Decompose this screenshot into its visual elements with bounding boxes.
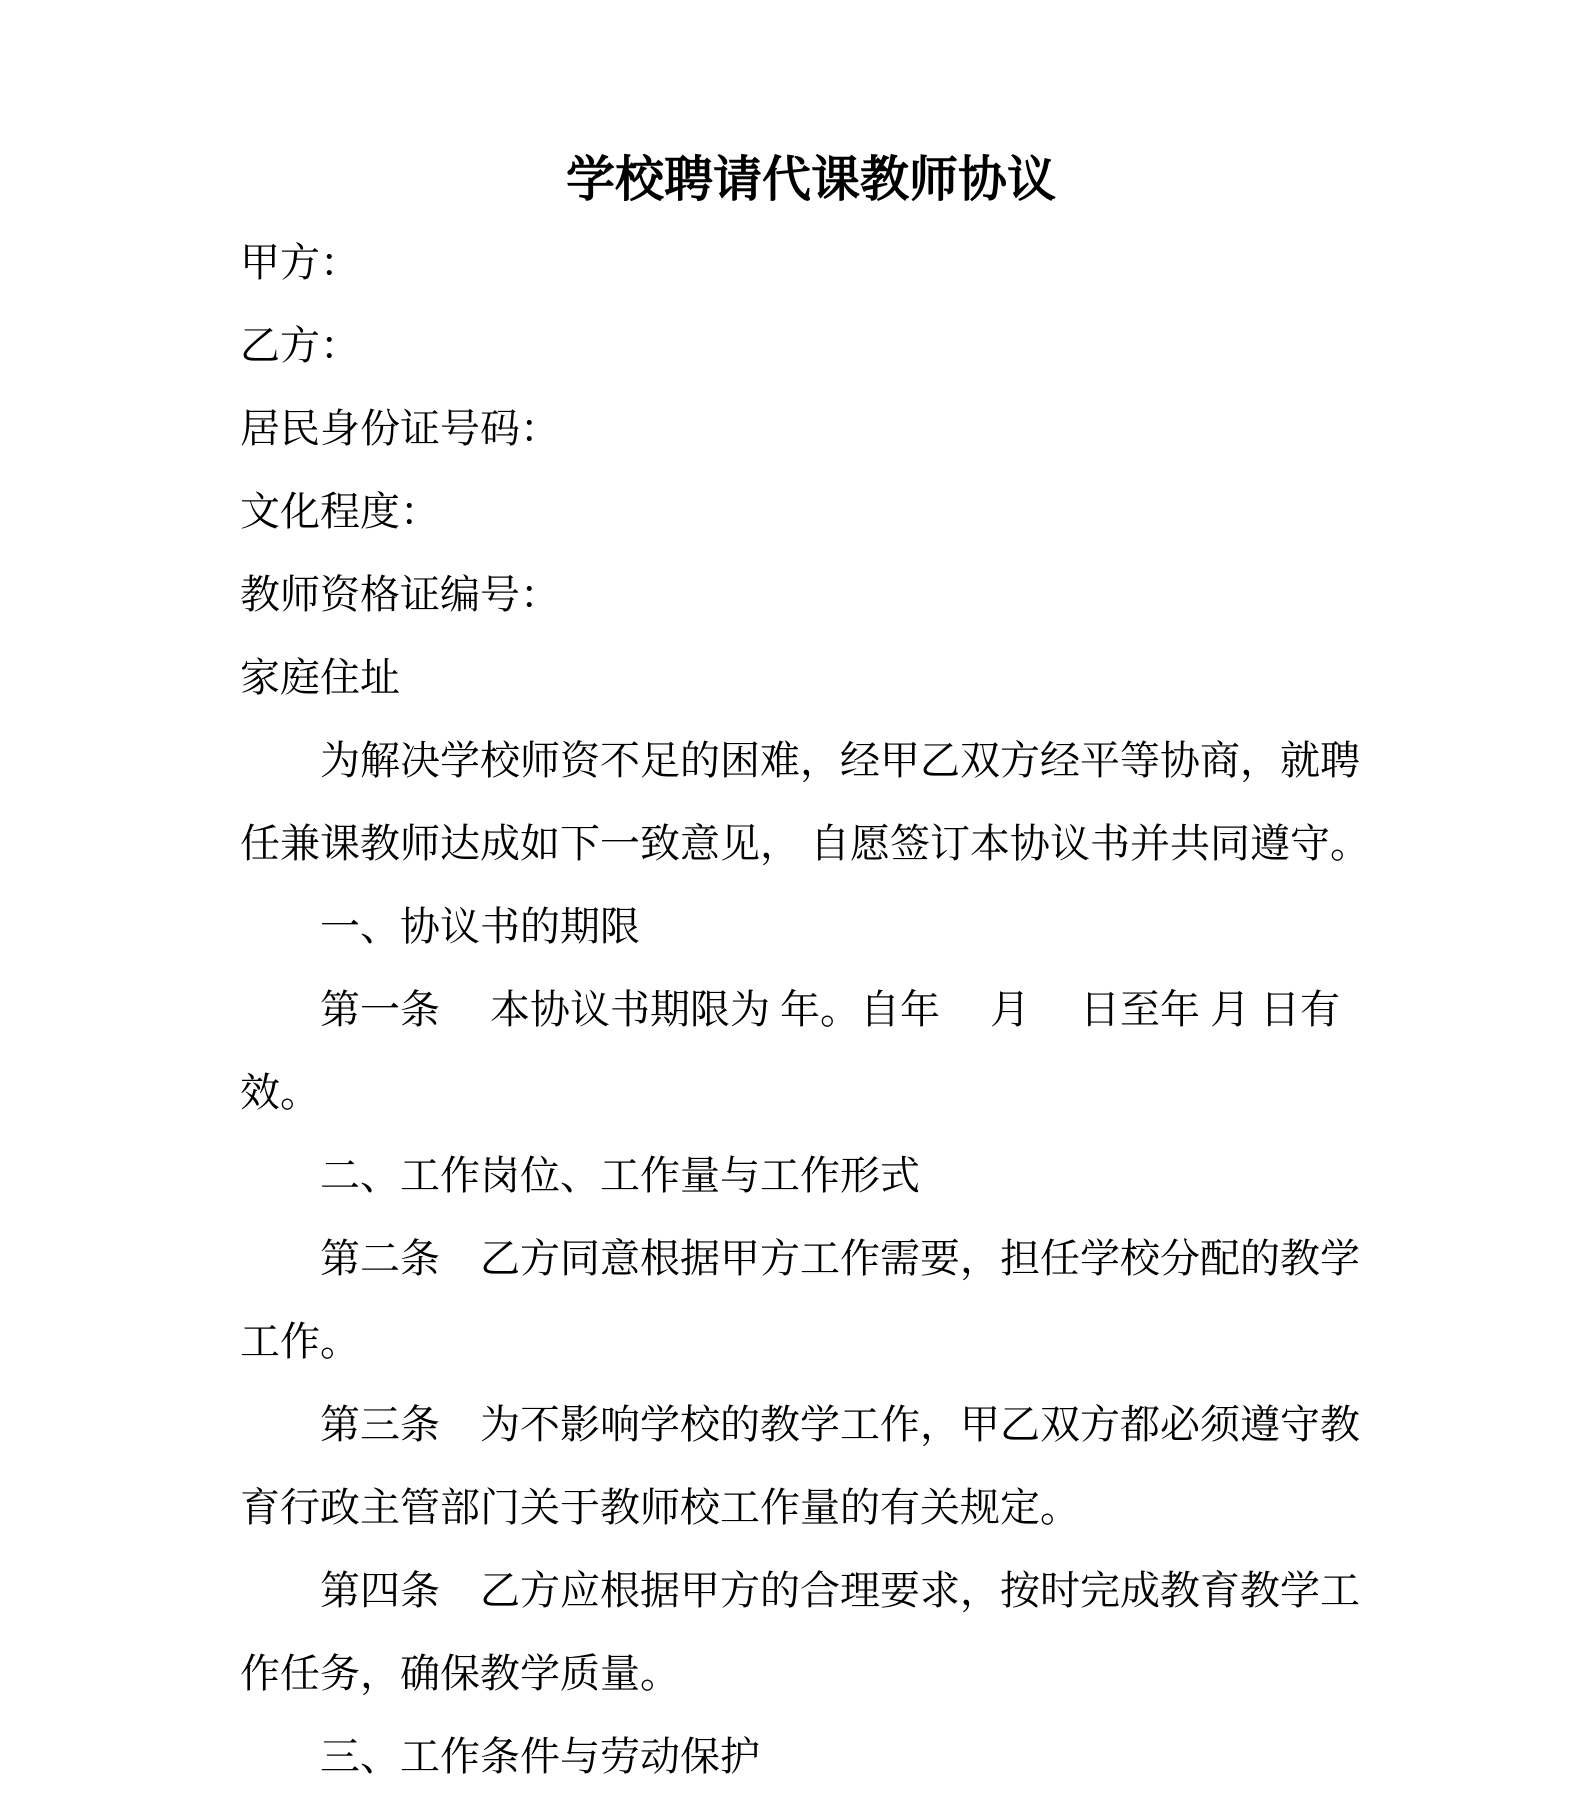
teacher-cert-number-line <box>240 553 1382 636</box>
section-1-heading <box>240 885 1382 968</box>
clause-3 <box>240 1383 1382 1549</box>
preamble <box>240 719 1382 885</box>
education-level-line <box>240 470 1382 553</box>
clause-1 <box>240 968 1382 1134</box>
id-number-line <box>240 387 1382 470</box>
clause-2-line-1: 第二条 乙方同意根据甲方工作需要，担任学校分配的教学 <box>320 1236 1360 1281</box>
clause-1-line-2: 效。 <box>240 1070 320 1115</box>
party-a-line-line-1: 甲方： <box>240 240 360 285</box>
clause-1-line-1: 第一条 本协议书期限为 年。自年 月 日至年 月 日有 <box>320 987 1340 1032</box>
preamble-line-2: 任兼课教师达成如下一致意见， 自愿签订本协议书并共同遵守。 <box>240 821 1370 866</box>
home-address-line-line-1: 家庭住址 <box>240 655 400 700</box>
doc-title <box>240 138 1382 221</box>
clause-2 <box>240 1217 1382 1383</box>
clause-2-line-2: 工作。 <box>240 1319 360 1364</box>
clause-4-line-1: 第四条 乙方应根据甲方的合理要求，按时完成教育教学工 <box>320 1568 1360 1613</box>
clause-4 <box>240 1549 1382 1715</box>
clause-3-line-2: 育行政主管部门关于教师校工作量的有关规定。 <box>240 1485 1080 1530</box>
teacher-cert-number-line-line-1: 教师资格证编号： <box>240 572 560 617</box>
section-3-heading <box>240 1715 1382 1797</box>
clause-4-line-2: 作任务，确保教学质量。 <box>240 1651 680 1696</box>
doc-title-line-1: 学校聘请代课教师协议 <box>565 152 1056 207</box>
party-a-line <box>240 221 1382 304</box>
section-2-heading <box>240 1134 1382 1217</box>
document-body <box>240 138 1382 1797</box>
section-1-heading-line-1: 一、协议书的期限 <box>320 904 640 949</box>
id-number-line-line-1: 居民身份证号码： <box>240 406 560 451</box>
section-3-heading-line-1: 三、工作条件与劳动保护 <box>320 1734 760 1779</box>
home-address-line <box>240 636 1382 719</box>
party-b-line <box>240 304 1382 387</box>
section-2-heading-line-1: 二、工作岗位、工作量与工作形式 <box>320 1153 920 1198</box>
party-b-line-line-1: 乙方： <box>240 323 360 368</box>
clause-3-line-1: 第三条 为不影响学校的教学工作，甲乙双方都必须遵守教 <box>320 1402 1360 1447</box>
education-level-line-line-1: 文化程度： <box>240 489 440 534</box>
preamble-line-1: 为解决学校师资不足的困难，经甲乙双方经平等协商，就聘 <box>320 738 1360 783</box>
